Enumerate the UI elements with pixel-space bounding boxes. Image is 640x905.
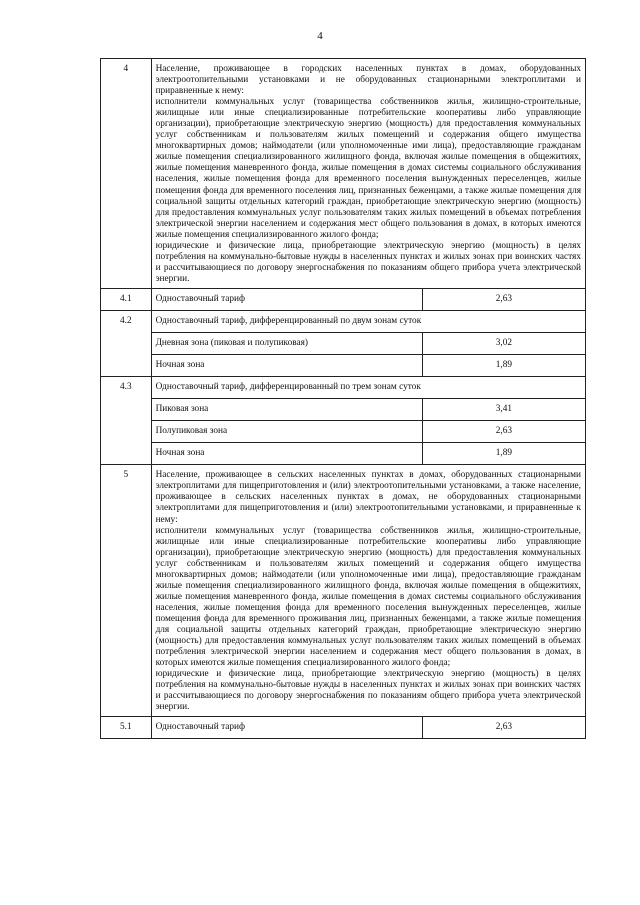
row-number: 4.1	[101, 288, 152, 310]
description-paragraph: Население, проживающее в сельских населенных пунктах в домах, оборудованных стационарными электроплитами для пищеприготовления и (или) электроотопительными установками, а также население, проживающее в сельских населенных пунктах в домах, не оборудованных стационарными электроплитами для пищеприготовления и (или) электроотопительными установками, и приравненные к нему:	[155, 470, 581, 525]
zone-row	[101, 421, 586, 443]
table-row-5-1	[101, 717, 586, 739]
row-number: 4.2	[101, 310, 152, 376]
tariff-table	[100, 58, 586, 739]
description-paragraph: юридические и физические лица, приобретающие электрическую энергию (мощность) в целях потребления на коммунально-бытовые нужды в населенных пунктах и жилых зонах при воинских частях и рассчитывающиеся по договору энергоснабжения по показаниям общего прибора учета электрической энергии.	[155, 669, 581, 713]
row-number: 4.3	[101, 377, 152, 465]
zone-value: 1,89	[422, 355, 585, 377]
description-paragraph: исполнители коммунальных услуг (товарищества собственников жилья, жилищно-строительные, жилищные или иные специализированные потребительские кооперативы либо управляющие организации), приобретающие электрическую энергию (мощность) для предоставления коммунальных услуг собственникам и пользователям жилых помещений и содержания общего имущества многоквартирных домов; наймодатели (или уполномоченные ими лица), предоставляющие гражданам жилые помещения специализированного жилищного фонда, включая жилые помещения в общежитиях, жилые помещения маневренного фонда, жилые помещения в домах системы социального обслуживания населения, жилые помещения фонда для временного поселения вынужденных переселенцев, жилые помещения фонда для временного проживания лиц, признанных беженцами, а также жилые помещения для социальной защиты отдельных категорий граждан, приобретающие электрическую энергию (мощность) для предоставления коммунальных услуг пользователям таких жилых помещений в объемах потребления электрической энергии населением и содержания мест общего пользования в домах, в которых имеются жилые помещения специализированного жилого фонда;	[155, 525, 581, 669]
zone-value: 3,02	[422, 333, 585, 355]
row-number: 5.1	[101, 717, 152, 739]
table-row-5	[101, 465, 586, 717]
row-number: 4	[101, 59, 152, 289]
zone-label: Ночная зона	[151, 443, 422, 465]
zone-value: 3,41	[422, 399, 585, 421]
consumer-group-description	[151, 59, 585, 289]
zone-label: Пиковая зона	[151, 399, 422, 421]
zone-label: Дневная зона (пиковая и полупиковая)	[151, 333, 422, 355]
zone-value: 1,89	[422, 443, 585, 465]
tariff-label: Одноставочный тариф	[151, 288, 422, 310]
table-row-4	[101, 59, 586, 289]
zone-label: Ночная зона	[151, 355, 422, 377]
zone-row	[101, 355, 586, 377]
consumer-group-description	[151, 465, 585, 717]
description-paragraph: Население, проживающее в городских населенных пунктах в домах, оборудованных электроотопительными установками и не оборудованных стационарными электроплитами и приравненные к нему:	[155, 64, 581, 97]
tariff-group-label: Одноставочный тариф, дифференцированный по двум зонам суток	[151, 310, 585, 332]
tariff-value: 2,63	[422, 717, 585, 739]
table-row-4-3	[101, 377, 586, 399]
page-number: 4	[317, 30, 323, 42]
row-number: 5	[101, 465, 152, 717]
tariff-label: Одноставочный тариф	[151, 717, 422, 739]
tariff-group-label: Одноставочный тариф, дифференцированный по трем зонам суток	[151, 377, 585, 399]
description-paragraph: исполнители коммунальных услуг (товарищества собственников жилья, жилищно-строительные, жилищные или иные специализированные потребительские кооперативы либо управляющие организации), приобретающие электрическую энергию (мощность) для предоставления коммунальных услуг собственникам и пользователям жилых помещений и содержания общего имущества многоквартирных домов; наймодатели (или уполномоченные ими лица), предоставляющие гражданам жилые помещения специализированного жилищного фонда, включая жилые помещения в общежитиях, жилые помещения маневренного фонда, жилые помещения в домах системы социального обслуживания населения, жилые помещения фонда для временного поселения вынужденных переселенцев, жилые помещения фонда для временного поселения лиц, признанных беженцами, а также жилые помещения для социальной защиты отдельных категорий граждан, приобретающие электрическую энергию (мощность) для предоставления коммунальных услуг пользователям таких жилых помещений в объемах потребления электрической энергии населением и содержания мест общего пользования в домах, в которых имеются жилые помещения специализированного жилого фонда;	[155, 97, 581, 240]
zone-row	[101, 399, 586, 421]
zone-value: 2,63	[422, 421, 585, 443]
description-paragraph: юридические и физические лица, приобретающие электрическую энергию (мощность) в целях потребления на коммунально-бытовые нужды в населенных пунктах и жилых зонах при воинских частях и рассчитывающиеся по договору энергоснабжения по показаниям общего прибора учета электрической энергии.	[155, 240, 581, 284]
zone-row	[101, 443, 586, 465]
table-row-4-2	[101, 310, 586, 332]
tariff-value: 2,63	[422, 288, 585, 310]
zone-label: Полупиковая зона	[151, 421, 422, 443]
zone-row	[101, 333, 586, 355]
table-row-4-1	[101, 288, 586, 310]
